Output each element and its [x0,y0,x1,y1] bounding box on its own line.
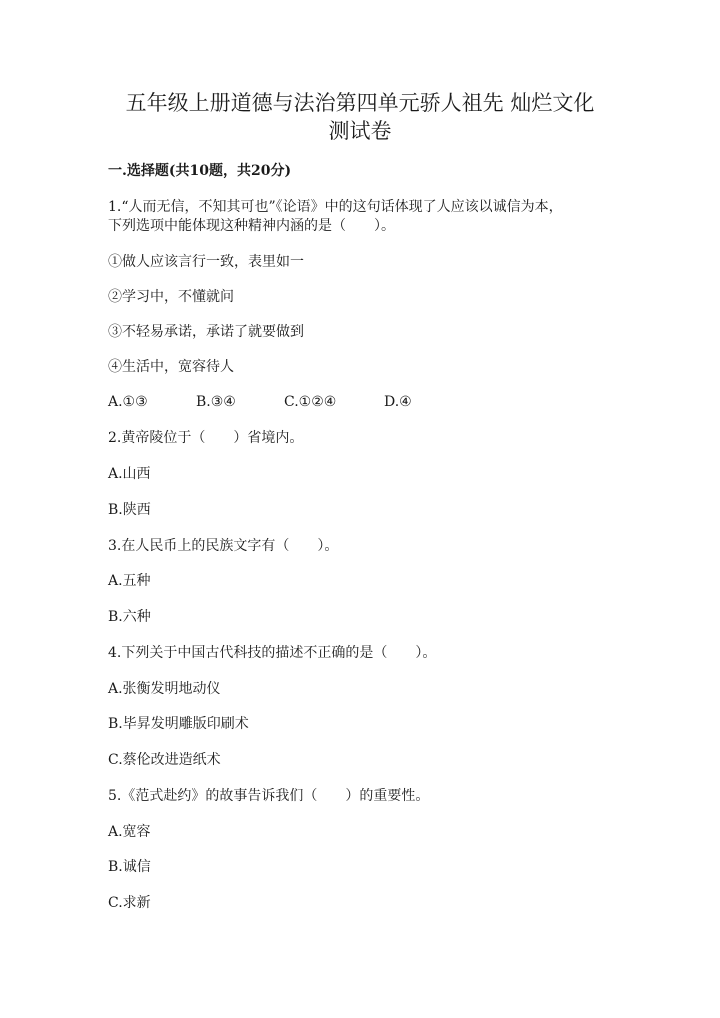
question-5-option-b: B.诚信 [108,859,151,875]
question-1-option-d: D.④ [384,394,412,410]
page-title: 五年级上册道德与法治第四单元骄人祖先 灿烂文化 [125,91,595,115]
question-1-option-a: A.①③ [108,394,148,410]
question-1-item-2: ②学习中，不懂就问 [108,289,234,305]
question-5-option-c: C.求新 [108,895,151,911]
question-1-option-c: C.①②④ [284,394,337,410]
question-1-item-4: ④生活中，宽容待人 [108,359,234,375]
question-1-item-3: ③不轻易承诺，承诺了就要做到 [108,324,304,340]
question-3-stem: 3.在人民币上的民族文字有（ ）。 [108,538,339,554]
question-4-option-c: C.蔡伦改进造纸术 [108,752,221,768]
question-5-stem: 5.《范式赴约》的故事告诉我们（ ）的重要性。 [108,788,430,804]
question-2-option-b: B.陕西 [108,502,151,518]
page-title-line2: 测试卷 [328,119,392,143]
question-2-stem: 2.黄帝陵位于（ ）省境内。 [108,430,304,446]
question-1-option-b: B.③④ [196,394,236,410]
question-3-option-b: B.六种 [108,609,151,625]
question-1-stem-line2: 下列选项中能体现这种精神内涵的是（ ）。 [108,218,395,234]
question-1-stem-line1: 1.“人而无信，不知其可也”《论语》中的这句话体现了人应该以诚信为本， [108,199,563,215]
question-4-option-b: B.毕昇发明雕版印刷术 [108,716,249,732]
question-5-option-a: A.宽容 [108,824,151,840]
question-3-option-a: A.五种 [108,573,151,589]
section-heading: 一.选择题(共10题，共20分) [108,163,292,179]
question-2-option-a: A.山西 [108,466,151,482]
question-4-stem: 4.下列关于中国古代科技的描述不正确的是（ ）。 [108,645,437,661]
question-1-item-1: ①做人应该言行一致，表里如一 [108,254,304,270]
question-1-options [108,392,428,412]
question-4-option-a: A.张衡发明地动仪 [108,681,221,697]
